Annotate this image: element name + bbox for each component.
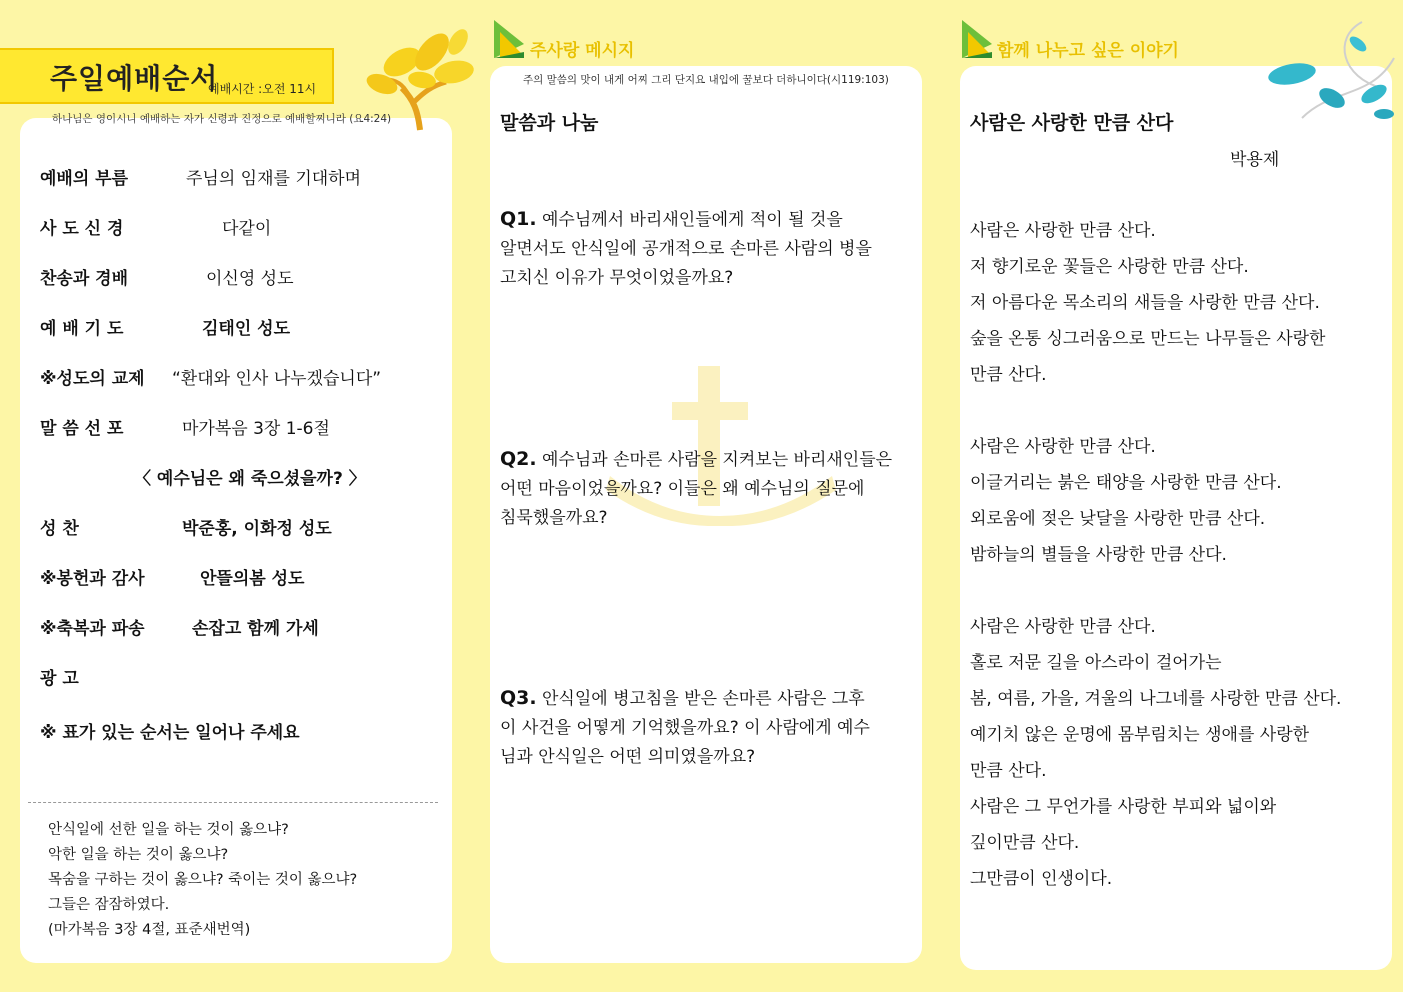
leaf-icon [492,14,526,58]
order-call-to-worship: 예배의 부름 주님의 임재를 기대하며 [40,169,362,189]
middle-verse: 주의 말씀의 맛이 내게 어찌 그리 단지요 내입에 꿀보다 더하니이다(시119:103) [523,74,889,86]
order-offering: ※봉헌과 감사 안뜰의봄 성도 [40,569,305,589]
bottom-verse-line: 악한 일을 하는 것이 옳으냐? [48,847,229,863]
service-time: 예배시간 :오전 11시 [208,82,317,96]
poem-title: 사람은 사랑한 만큼 산다 [970,112,1174,134]
poem-line: 홀로 저문 길을 아스라이 걸어가는 [970,653,1222,673]
question-1-line: 고치신 이유가 무엇이었을까요? [500,268,734,288]
order-apostles-creed: 사 도 신 경 다같이 [40,219,272,239]
sermon-title: 〈 예수님은 왜 죽으셨을까? 〉 [134,469,366,489]
divider [28,802,438,803]
title-verse: 하나님은 영이시니 예배하는 자가 신령과 진정으로 예배할찌니라 (요4:24) [52,113,392,125]
poem-line: 만큼 산다. [970,761,1047,781]
poem-line: 사람은 사랑한 만큼 산다. [970,437,1156,457]
question-1-line: Q1. 예수님께서 바리새인들에게 적이 될 것을 [500,208,843,230]
order-praise: 찬송과 경배 이신영 성도 [40,269,294,289]
question-2-line: 침묵했을까요? [500,508,608,528]
floral-ornament-icon [1262,18,1400,130]
question-2-line: Q2. 예수님과 손마른 사람을 지켜보는 바리새인들은 [500,448,893,470]
poem-line: 저 향기로운 꽃들은 사랑한 만큼 산다. [970,257,1249,277]
question-2-line: 어떤 마음이었을까요? 이들은 왜 예수님의 질문에 [500,479,865,499]
poem-line: 밤하늘의 별들을 사랑한 만큼 산다. [970,545,1227,565]
poem-line: 그만큼이 인생이다. [970,869,1113,889]
page-title: 주일예배순서 [50,62,219,95]
bottom-verse-line: 안식일에 선한 일을 하는 것이 옳으냐? [48,822,289,838]
poem-line: 이글거리는 붉은 태양을 사랑한 만큼 산다. [970,473,1282,493]
section-title-story: 함께 나누고 싶은 이야기 [997,41,1179,61]
poem-line: 사람은 사랑한 만큼 산다. [970,617,1156,637]
order-prayer: 예 배 기 도 김태인 성도 [40,319,291,339]
poem-author: 박용제 [1230,150,1280,170]
bottom-verse-line: 그들은 잠잠하였다. [48,897,170,913]
poem-line: 사람은 그 무언가를 사랑한 부피와 넓이와 [970,797,1277,817]
order-communion: 성 찬 박준홍, 이화정 성도 [40,519,332,539]
question-3-line: 이 사건을 어떻게 기억했을까요? 이 사람에게 예수 [500,718,870,738]
leaf-icon [960,14,994,58]
order-fellowship: ※성도의 교제 “환대와 인사 나누겠습니다” [40,369,382,389]
poem-line: 외로움에 젖은 낮달을 사랑한 만큼 산다. [970,509,1266,529]
order-note: ※ 표가 있는 순서는 일어나 주세요 [40,723,300,743]
bottom-verse-line: 목숨을 구하는 것이 옳으냐? 죽이는 것이 옳으냐? [48,872,358,888]
section-title-message: 주사랑 메시지 [530,41,635,61]
order-sermon: 말 씀 선 포 마가복음 3장 1-6절 [40,419,330,439]
poem-line: 예기치 않은 운명에 몸부림치는 생애를 사랑한 [970,725,1310,745]
poem-line: 숲을 온통 싱그러움으로 만드는 나무들은 사랑한 [970,329,1326,349]
question-1-line: 알면서도 안식일에 공개적으로 손마른 사람의 병을 [500,239,872,259]
order-benediction: ※축복과 파송 손잡고 함께 가세 [40,619,319,639]
poem-line: 저 아름다운 목소리의 새들을 사랑한 만큼 산다. [970,293,1320,313]
order-announcements: 광 고 [40,669,79,689]
question-3-line: Q3. 안식일에 병고침을 받은 손마른 사람은 그후 [500,687,865,709]
poem-line: 깊이만큼 산다. [970,833,1080,853]
poem-line: 만큼 산다. [970,365,1047,385]
sharing-heading: 말씀과 나눔 [500,112,599,134]
poem-line: 봄, 여름, 가을, 겨울의 나그네를 사랑한 만큼 산다. [970,689,1342,709]
bottom-verse-line: (마가복음 3장 4절, 표준새번역) [48,922,251,938]
question-3-line: 님과 안식일은 어떤 의미였을까요? [500,747,756,767]
poem-line: 사람은 사랑한 만큼 산다. [970,221,1156,241]
